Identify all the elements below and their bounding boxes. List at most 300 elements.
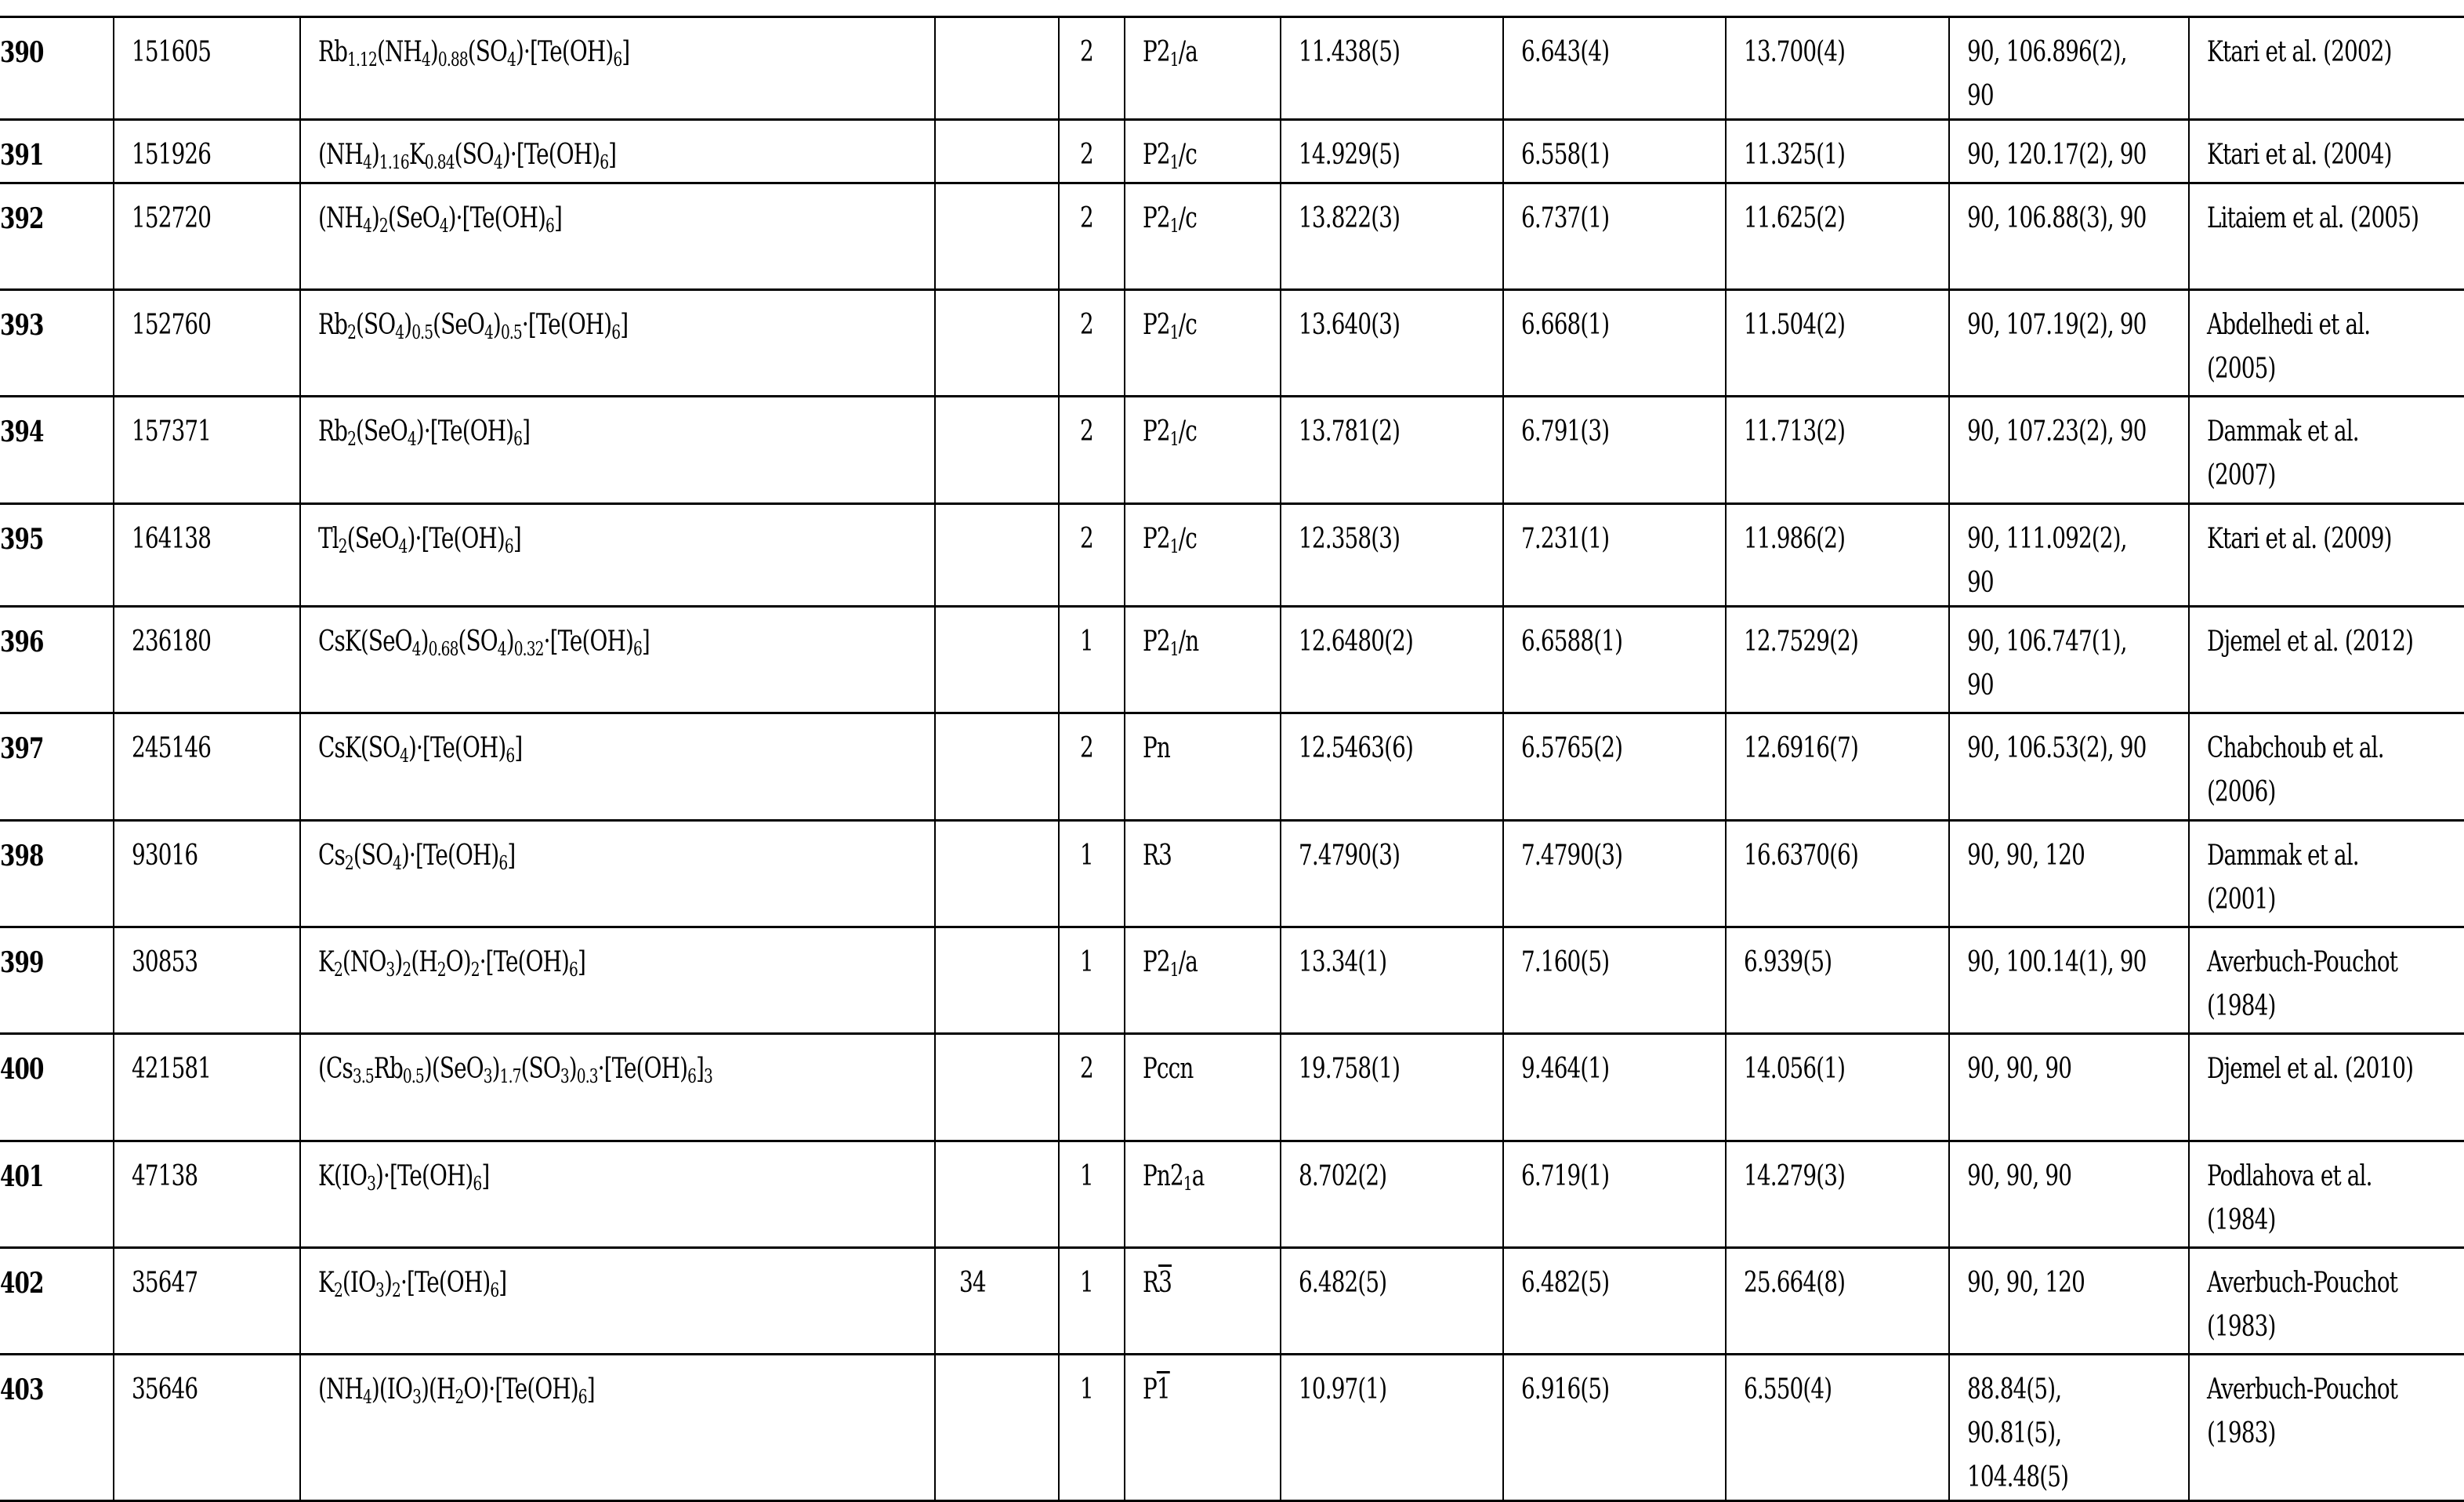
cell-b-cell bbox=[1503, 504, 1726, 607]
ref-note-cell bbox=[935, 1355, 1059, 1501]
cell-b: 6.916(5) bbox=[1521, 1373, 1610, 1406]
cell-angles-cell bbox=[1949, 607, 2189, 713]
cell-c-cell bbox=[1726, 821, 1949, 927]
row-number: 392 bbox=[0, 202, 44, 235]
cell-angles: 90, 90, 90 bbox=[1967, 1160, 2072, 1192]
chemical-formula: $(NH_4)(IO_3)(H_2O)\cdot[Te(OH)_6]$ bbox=[318, 1373, 595, 1408]
row-number: 402 bbox=[0, 1267, 44, 1300]
space-group: $Pn2_1a$ bbox=[1143, 1160, 1205, 1195]
space-group-cell bbox=[1125, 1141, 1281, 1248]
cell-b-cell bbox=[1503, 397, 1726, 504]
icsd-code-cell bbox=[114, 183, 300, 290]
ref-note: 34 bbox=[959, 1267, 986, 1299]
chemical-formula-cell bbox=[300, 397, 935, 504]
cell-angles-cell bbox=[1949, 1034, 2189, 1141]
cell-c: 11.325(1) bbox=[1744, 139, 1846, 171]
z-value: 2 bbox=[1080, 415, 1093, 448]
cell-b: 6.643(4) bbox=[1521, 36, 1610, 68]
z-value-cell bbox=[1059, 17, 1125, 120]
cell-b: 7.4790(3) bbox=[1521, 840, 1623, 872]
space-group-cell bbox=[1125, 607, 1281, 713]
reference: Litaiem et al. (2005) bbox=[2207, 202, 2419, 234]
chemical-formula-cell bbox=[300, 1355, 935, 1501]
icsd-code: 35647 bbox=[132, 1267, 198, 1299]
chemical-formula-cell bbox=[300, 821, 935, 927]
cell-b-cell bbox=[1503, 1034, 1726, 1141]
row-number: 390 bbox=[0, 36, 44, 69]
cell-c-cell bbox=[1726, 120, 1949, 183]
z-value-cell bbox=[1059, 120, 1125, 183]
reference-cell bbox=[2189, 1248, 2464, 1355]
chemical-formula-cell bbox=[300, 290, 935, 397]
table-row bbox=[0, 1034, 2464, 1141]
ref-note-cell bbox=[935, 607, 1059, 713]
icsd-code: 93016 bbox=[132, 840, 198, 872]
icsd-code: 236180 bbox=[132, 626, 212, 658]
cell-a-cell bbox=[1281, 1355, 1503, 1501]
cell-b-cell bbox=[1503, 607, 1726, 713]
reference: Averbuch-Pouchot (1984) bbox=[2207, 946, 2398, 1022]
chemical-formula: $Rb_2(SeO_4)\cdot[Te(OH)_6]$ bbox=[318, 415, 531, 450]
table-row bbox=[0, 713, 2464, 821]
cell-angles: 90, 90, 120 bbox=[1967, 1267, 2085, 1299]
cell-c-cell bbox=[1726, 927, 1949, 1034]
cell-b: 7.231(1) bbox=[1521, 523, 1610, 555]
cell-b: 6.668(1) bbox=[1521, 309, 1610, 341]
cell-b: 6.558(1) bbox=[1521, 139, 1610, 171]
ref-note-cell bbox=[935, 821, 1059, 927]
table-row bbox=[0, 1355, 2464, 1501]
reference-cell bbox=[2189, 397, 2464, 504]
chemical-formula: $CsK(SO_4)\cdot[Te(OH)_6]$ bbox=[318, 732, 523, 767]
cell-c: 11.986(2) bbox=[1744, 523, 1846, 555]
cell-a: 13.781(2) bbox=[1299, 415, 1400, 448]
chemical-formula: $K_2(NO_3)_2(H_2O)_2\cdot[Te(OH)_6]$ bbox=[318, 946, 586, 981]
icsd-code-cell bbox=[114, 821, 300, 927]
cell-a: 12.358(3) bbox=[1299, 523, 1400, 555]
z-value: 2 bbox=[1080, 36, 1093, 68]
reference: Abdelhedi et al. (2005) bbox=[2207, 309, 2371, 385]
space-group: $P2_1/c$ bbox=[1143, 523, 1197, 557]
cell-b: 6.482(5) bbox=[1521, 1267, 1610, 1299]
cell-c: 12.6916(7) bbox=[1744, 732, 1859, 764]
row-number-cell bbox=[0, 821, 114, 927]
row-number-cell bbox=[0, 1355, 114, 1501]
chemical-formula-cell bbox=[300, 17, 935, 120]
space-group: R3 bbox=[1143, 840, 1172, 872]
z-value-cell bbox=[1059, 1355, 1125, 1501]
icsd-code-cell bbox=[114, 607, 300, 713]
cell-b: 7.160(5) bbox=[1521, 946, 1610, 978]
space-group-cell bbox=[1125, 17, 1281, 120]
z-value-cell bbox=[1059, 290, 1125, 397]
cell-c-cell bbox=[1726, 607, 1949, 713]
cell-a-cell bbox=[1281, 821, 1503, 927]
cell-b-cell bbox=[1503, 927, 1726, 1034]
ref-note-cell bbox=[935, 17, 1059, 120]
space-group: $P2_1/c$ bbox=[1143, 415, 1197, 450]
cell-angles-cell bbox=[1949, 290, 2189, 397]
space-group: Pccn bbox=[1143, 1053, 1194, 1085]
chemical-formula-cell bbox=[300, 607, 935, 713]
z-value: 2 bbox=[1080, 309, 1093, 341]
icsd-code: 151926 bbox=[132, 139, 212, 171]
table-row bbox=[0, 927, 2464, 1034]
reference: Dammak et al. (2001) bbox=[2207, 840, 2359, 916]
cell-angles-cell bbox=[1949, 504, 2189, 607]
row-number: 395 bbox=[0, 523, 44, 556]
reference-cell bbox=[2189, 183, 2464, 290]
icsd-code-cell bbox=[114, 1141, 300, 1248]
z-value: 2 bbox=[1080, 202, 1093, 234]
z-value: 1 bbox=[1080, 840, 1093, 872]
reference: Averbuch-Pouchot (1983) bbox=[2207, 1267, 2398, 1343]
row-number: 393 bbox=[0, 309, 44, 342]
cell-angles: 90, 106.747(1), 90 bbox=[1967, 626, 2127, 702]
ref-note-cell bbox=[935, 713, 1059, 821]
space-group-cell bbox=[1125, 1034, 1281, 1141]
chemical-formula-cell bbox=[300, 183, 935, 290]
row-number: 398 bbox=[0, 840, 44, 873]
space-group: $P2_1/a$ bbox=[1143, 36, 1198, 71]
icsd-code: 152720 bbox=[132, 202, 212, 234]
space-group-cell bbox=[1125, 927, 1281, 1034]
cell-c: 25.664(8) bbox=[1744, 1267, 1846, 1299]
cell-a-cell bbox=[1281, 504, 1503, 607]
cell-a: 19.758(1) bbox=[1299, 1053, 1400, 1085]
z-value: 2 bbox=[1080, 732, 1093, 764]
chemical-formula: $(NH_4)_2(SeO_4)\cdot[Te(OH)_6]$ bbox=[318, 202, 562, 237]
reference: Ktari et al. (2004) bbox=[2207, 139, 2392, 171]
table-row bbox=[0, 607, 2464, 713]
cell-c: 13.700(4) bbox=[1744, 36, 1846, 68]
chemical-formula: $CsK(SeO_4)_{0.68}(SO_4)_{0.32}\cdot[Te(OH)_6]$ bbox=[318, 626, 650, 660]
reference: Podlahova et al. (1984) bbox=[2207, 1160, 2372, 1236]
chemical-formula: $Rb_{1.12}(NH_4)_{0.88}(SO_4)\cdot[Te(OH)_6]$ bbox=[318, 36, 630, 71]
cell-b-cell bbox=[1503, 290, 1726, 397]
row-number-cell bbox=[0, 504, 114, 607]
chemical-formula: $Rb_2(SO_4)_{0.5}(SeO_4)_{0.5}\cdot[Te(OH)_6]$ bbox=[318, 309, 629, 343]
space-group: Pn bbox=[1143, 732, 1170, 764]
crystal-data-table bbox=[0, 16, 2464, 1502]
cell-c-cell bbox=[1726, 183, 1949, 290]
cell-c: 11.625(2) bbox=[1744, 202, 1846, 234]
reference: Djemel et al. (2010) bbox=[2207, 1053, 2414, 1085]
cell-a: 13.34(1) bbox=[1299, 946, 1387, 978]
reference-cell bbox=[2189, 120, 2464, 183]
cell-b-cell bbox=[1503, 713, 1726, 821]
row-number: 403 bbox=[0, 1373, 44, 1406]
cell-b: 6.5765(2) bbox=[1521, 732, 1623, 764]
cell-c: 14.279(3) bbox=[1744, 1160, 1846, 1192]
space-group: $P2_1/c$ bbox=[1143, 139, 1197, 173]
chemical-formula: $Cs_2(SO_4)\cdot[Te(OH)_6]$ bbox=[318, 840, 516, 874]
cell-c: 14.056(1) bbox=[1744, 1053, 1846, 1085]
ref-note-cell bbox=[935, 1141, 1059, 1248]
reference: Djemel et al. (2012) bbox=[2207, 626, 2414, 658]
cell-c-cell bbox=[1726, 504, 1949, 607]
icsd-code: 151605 bbox=[132, 36, 212, 68]
icsd-code-cell bbox=[114, 927, 300, 1034]
space-group: $P2_1/c$ bbox=[1143, 309, 1197, 343]
z-value: 2 bbox=[1080, 1053, 1093, 1085]
cell-a: 13.822(3) bbox=[1299, 202, 1400, 234]
row-number-cell bbox=[0, 17, 114, 120]
cell-angles: 90, 111.092(2), 90 bbox=[1967, 523, 2127, 599]
row-number-cell bbox=[0, 120, 114, 183]
row-number-cell bbox=[0, 607, 114, 713]
row-number: 396 bbox=[0, 626, 44, 658]
ref-note-cell bbox=[935, 397, 1059, 504]
cell-c: 6.939(5) bbox=[1744, 946, 1832, 978]
reference: Ktari et al. (2002) bbox=[2207, 36, 2392, 68]
cell-a-cell bbox=[1281, 607, 1503, 713]
cell-a-cell bbox=[1281, 17, 1503, 120]
table-row bbox=[0, 1248, 2464, 1355]
cell-angles: 90, 106.896(2), 90 bbox=[1967, 36, 2127, 112]
cell-angles: 90, 90, 90 bbox=[1967, 1053, 2072, 1085]
icsd-code: 152760 bbox=[132, 309, 212, 341]
icsd-code-cell bbox=[114, 1248, 300, 1355]
reference: Ktari et al. (2009) bbox=[2207, 523, 2392, 555]
cell-c-cell bbox=[1726, 17, 1949, 120]
cell-b: 6.719(1) bbox=[1521, 1160, 1610, 1192]
z-value: 2 bbox=[1080, 139, 1093, 171]
ref-note-cell bbox=[935, 290, 1059, 397]
cell-angles-cell bbox=[1949, 713, 2189, 821]
icsd-code-cell bbox=[114, 120, 300, 183]
space-group-cell bbox=[1125, 821, 1281, 927]
row-number-cell bbox=[0, 713, 114, 821]
table-row bbox=[0, 1141, 2464, 1248]
z-value-cell bbox=[1059, 607, 1125, 713]
cell-angles: 90, 120.17(2), 90 bbox=[1967, 139, 2147, 171]
z-value-cell bbox=[1059, 504, 1125, 607]
chemical-formula: $Tl_2(SeO_4)\cdot[Te(OH)_6]$ bbox=[318, 523, 521, 557]
row-number-cell bbox=[0, 1248, 114, 1355]
icsd-code-cell bbox=[114, 17, 300, 120]
reference-cell bbox=[2189, 504, 2464, 607]
space-group-cell bbox=[1125, 183, 1281, 290]
cell-c: 6.550(4) bbox=[1744, 1373, 1832, 1406]
reference-cell bbox=[2189, 607, 2464, 713]
row-number: 401 bbox=[0, 1160, 44, 1193]
z-value: 2 bbox=[1080, 523, 1093, 555]
table-body bbox=[0, 17, 2464, 1501]
reference-cell bbox=[2189, 1355, 2464, 1501]
cell-b-cell bbox=[1503, 120, 1726, 183]
chemical-formula-cell bbox=[300, 713, 935, 821]
z-value-cell bbox=[1059, 183, 1125, 290]
table-row bbox=[0, 17, 2464, 120]
cell-a: 13.640(3) bbox=[1299, 309, 1400, 341]
row-number-cell bbox=[0, 927, 114, 1034]
row-number-cell bbox=[0, 290, 114, 397]
cell-c-cell bbox=[1726, 1355, 1949, 1501]
reference-cell bbox=[2189, 17, 2464, 120]
ref-note-cell bbox=[935, 183, 1059, 290]
space-group-cell bbox=[1125, 1355, 1281, 1501]
reference-cell bbox=[2189, 290, 2464, 397]
z-value-cell bbox=[1059, 397, 1125, 504]
cell-a: 12.6480(2) bbox=[1299, 626, 1414, 658]
chemical-formula: $(NH_4)_{1.16}K_{0.84}(SO_4)\cdot[Te(OH)_6]$ bbox=[318, 139, 617, 173]
cell-b: 6.6588(1) bbox=[1521, 626, 1623, 658]
cell-angles-cell bbox=[1949, 1355, 2189, 1501]
space-group: R3 bbox=[1143, 1267, 1172, 1299]
row-number-cell bbox=[0, 397, 114, 504]
reference-cell bbox=[2189, 1034, 2464, 1141]
cell-c-cell bbox=[1726, 713, 1949, 821]
table-row bbox=[0, 504, 2464, 607]
ref-note-cell bbox=[935, 120, 1059, 183]
reference-cell bbox=[2189, 1141, 2464, 1248]
cell-a: 10.97(1) bbox=[1299, 1373, 1387, 1406]
ref-note-cell bbox=[935, 927, 1059, 1034]
space-group-cell bbox=[1125, 397, 1281, 504]
z-value-cell bbox=[1059, 927, 1125, 1034]
cell-c-cell bbox=[1726, 290, 1949, 397]
cell-b: 9.464(1) bbox=[1521, 1053, 1610, 1085]
cell-a: 12.5463(6) bbox=[1299, 732, 1414, 764]
space-group: P1 bbox=[1143, 1373, 1170, 1406]
cell-angles: 90, 100.14(1), 90 bbox=[1967, 946, 2147, 978]
space-group: $P2_1/c$ bbox=[1143, 202, 1197, 237]
cell-angles-cell bbox=[1949, 183, 2189, 290]
icsd-code-cell bbox=[114, 1355, 300, 1501]
cell-c: 12.7529(2) bbox=[1744, 626, 1859, 658]
cell-angles: 90, 107.19(2), 90 bbox=[1967, 309, 2147, 341]
row-number: 397 bbox=[0, 732, 44, 765]
cell-a-cell bbox=[1281, 927, 1503, 1034]
reference: Averbuch-Pouchot (1983) bbox=[2207, 1373, 2398, 1449]
table-row bbox=[0, 397, 2464, 504]
cell-c: 11.504(2) bbox=[1744, 309, 1846, 341]
cell-c: 11.713(2) bbox=[1744, 415, 1846, 448]
cell-c-cell bbox=[1726, 397, 1949, 504]
row-number: 394 bbox=[0, 415, 44, 448]
z-value: 1 bbox=[1080, 1160, 1093, 1192]
row-number-cell bbox=[0, 1141, 114, 1248]
icsd-code: 245146 bbox=[132, 732, 212, 764]
z-value-cell bbox=[1059, 1034, 1125, 1141]
z-value-cell bbox=[1059, 1141, 1125, 1248]
cell-angles: 90, 107.23(2), 90 bbox=[1967, 415, 2147, 448]
ref-note-cell bbox=[935, 504, 1059, 607]
space-group-cell bbox=[1125, 290, 1281, 397]
icsd-code-cell bbox=[114, 504, 300, 607]
cell-a-cell bbox=[1281, 713, 1503, 821]
cell-b-cell bbox=[1503, 1355, 1726, 1501]
cell-angles-cell bbox=[1949, 397, 2189, 504]
cell-a: 14.929(5) bbox=[1299, 139, 1400, 171]
chemical-formula-cell bbox=[300, 927, 935, 1034]
chemical-formula-cell bbox=[300, 120, 935, 183]
z-value: 1 bbox=[1080, 946, 1093, 978]
cell-angles-cell bbox=[1949, 120, 2189, 183]
cell-angles-cell bbox=[1949, 1141, 2189, 1248]
chemical-formula-cell bbox=[300, 1141, 935, 1248]
cell-angles-cell bbox=[1949, 821, 2189, 927]
cell-angles: 88.84(5), 90.81(5), 104.48(5) bbox=[1967, 1373, 2069, 1493]
cell-a: 11.438(5) bbox=[1299, 36, 1400, 68]
space-group: $P2_1/n$ bbox=[1143, 626, 1199, 660]
icsd-code: 30853 bbox=[132, 946, 198, 978]
cell-a-cell bbox=[1281, 120, 1503, 183]
z-value-cell bbox=[1059, 1248, 1125, 1355]
cell-c: 16.6370(6) bbox=[1744, 840, 1859, 872]
z-value: 1 bbox=[1080, 626, 1093, 658]
chemical-formula-cell bbox=[300, 504, 935, 607]
icsd-code: 164138 bbox=[132, 523, 212, 555]
cell-angles: 90, 90, 120 bbox=[1967, 840, 2085, 872]
icsd-code: 35646 bbox=[132, 1373, 198, 1406]
chemical-formula: $K_2(IO_3)_2\cdot[Te(OH)_6]$ bbox=[318, 1267, 507, 1301]
cell-b: 6.791(3) bbox=[1521, 415, 1610, 448]
table-row bbox=[0, 120, 2464, 183]
chemical-formula-cell bbox=[300, 1034, 935, 1141]
reference: Dammak et al. (2007) bbox=[2207, 415, 2359, 492]
ref-note-cell bbox=[935, 1034, 1059, 1141]
cell-a: 6.482(5) bbox=[1299, 1267, 1387, 1299]
chemical-formula: $K(IO_3)\cdot[Te(OH)_6]$ bbox=[318, 1160, 490, 1195]
cell-a-cell bbox=[1281, 183, 1503, 290]
cell-angles-cell bbox=[1949, 927, 2189, 1034]
icsd-code-cell bbox=[114, 397, 300, 504]
cell-a-cell bbox=[1281, 290, 1503, 397]
cell-b-cell bbox=[1503, 17, 1726, 120]
cell-angles-cell bbox=[1949, 17, 2189, 120]
icsd-code-cell bbox=[114, 1034, 300, 1141]
icsd-code-cell bbox=[114, 290, 300, 397]
icsd-code: 47138 bbox=[132, 1160, 198, 1192]
space-group-cell bbox=[1125, 504, 1281, 607]
cell-angles: 90, 106.88(3), 90 bbox=[1967, 202, 2147, 234]
table-row bbox=[0, 183, 2464, 290]
reference-cell bbox=[2189, 713, 2464, 821]
z-value-cell bbox=[1059, 821, 1125, 927]
reference-cell bbox=[2189, 821, 2464, 927]
row-number: 391 bbox=[0, 139, 44, 172]
space-group: $P2_1/a$ bbox=[1143, 946, 1198, 981]
z-value: 1 bbox=[1080, 1267, 1093, 1299]
cell-c-cell bbox=[1726, 1141, 1949, 1248]
cell-a: 7.4790(3) bbox=[1299, 840, 1400, 872]
cell-b: 6.737(1) bbox=[1521, 202, 1610, 234]
icsd-code: 421581 bbox=[132, 1053, 212, 1085]
chemical-formula: $(Cs_{3.5}Rb_{0.5})(SeO_3)_{1.7}(SO_3)_{0.3}\cdot[Te(OH)_6]_3$ bbox=[318, 1053, 713, 1087]
cell-b-cell bbox=[1503, 1248, 1726, 1355]
row-number: 399 bbox=[0, 946, 44, 979]
cell-c-cell bbox=[1726, 1034, 1949, 1141]
space-group-cell bbox=[1125, 713, 1281, 821]
reference: Chabchoub et al. (2006) bbox=[2207, 732, 2384, 808]
table-row bbox=[0, 821, 2464, 927]
space-group-cell bbox=[1125, 1248, 1281, 1355]
chemical-formula-cell bbox=[300, 1248, 935, 1355]
reference-cell bbox=[2189, 927, 2464, 1034]
row-number-cell bbox=[0, 183, 114, 290]
cell-a: 8.702(2) bbox=[1299, 1160, 1387, 1192]
cell-c-cell bbox=[1726, 1248, 1949, 1355]
cell-angles: 90, 106.53(2), 90 bbox=[1967, 732, 2147, 764]
cell-b-cell bbox=[1503, 821, 1726, 927]
cell-a-cell bbox=[1281, 397, 1503, 504]
row-number-cell bbox=[0, 1034, 114, 1141]
z-value: 1 bbox=[1080, 1373, 1093, 1406]
space-group-cell bbox=[1125, 120, 1281, 183]
cell-a-cell bbox=[1281, 1034, 1503, 1141]
